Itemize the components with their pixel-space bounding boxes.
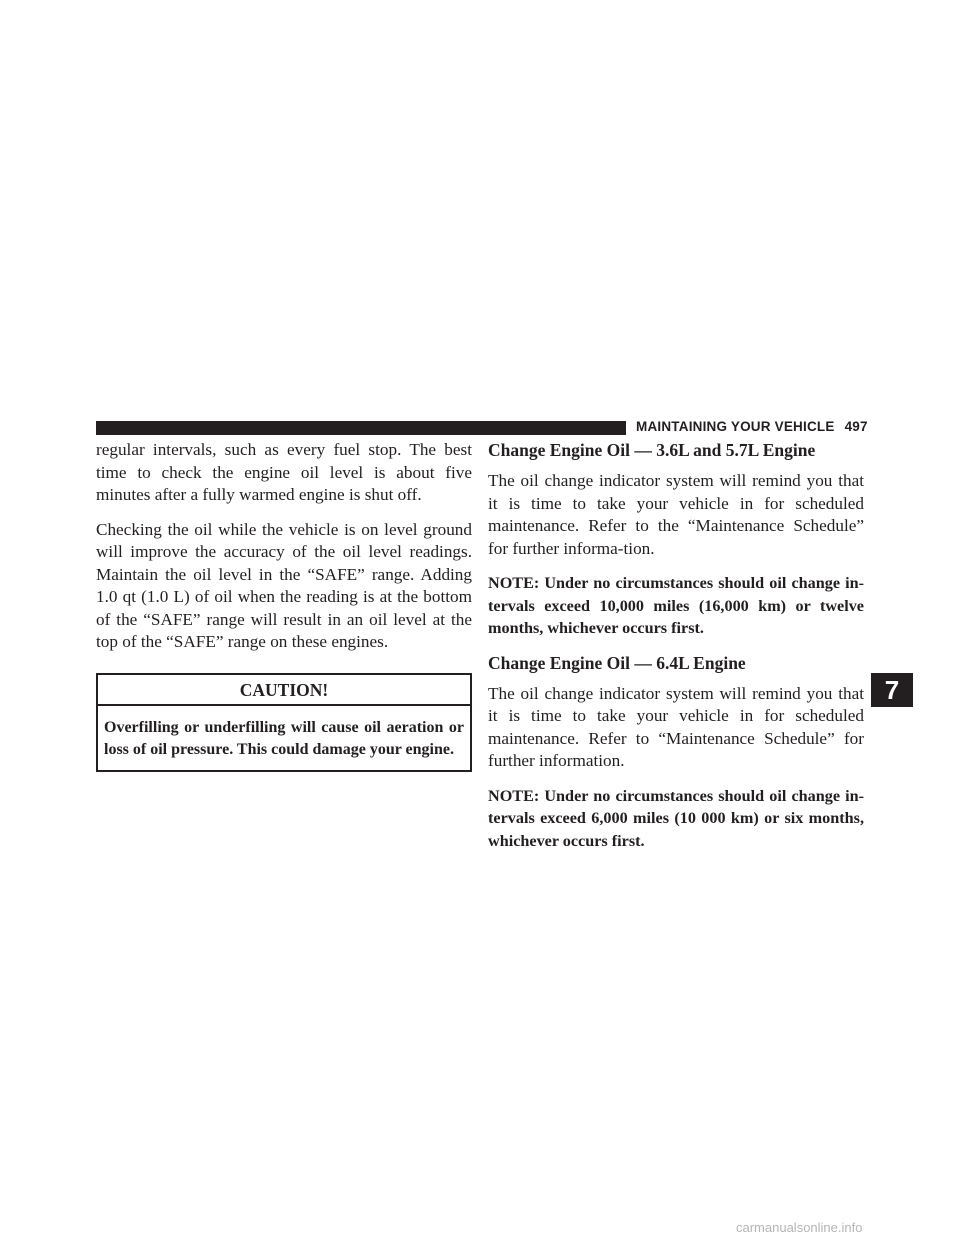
header-rule [96,421,626,435]
page-number: 497 [844,419,868,434]
caution-title: CAUTION! [98,675,470,706]
body-paragraph: The oil change indicator system will remind you that it is time to take your vehicle in for scheduled maintenance. Refer to “Maintenance Schedule” for further information. [488,683,864,770]
section-heading: Change Engine Oil — 6.4L Engine [488,652,746,673]
note-paragraph: NOTE: Under no circumstances should oil change in-tervals exceed 6,000 miles (10 000 km) or six months, whichever occurs first. [488,786,864,850]
section-heading: Change Engine Oil — 3.6L and 5.7L Engine [488,440,816,460]
caution-body: Overfilling or underfilling will cause oil aeration or loss of oil pressure. This could damage your engine. [104,718,464,758]
body-paragraph: regular intervals, such as every fuel stop. The best time to check the engine oil level is about five minutes after a fully warmed engine is shut off. [96,440,472,504]
section-title: MAINTAINING YOUR VEHICLE [636,419,835,434]
running-header [636,419,868,434]
left-column [96,439,472,772]
caution-box [96,673,472,772]
body-paragraph: The oil change indicator system will remind you that it is time to take your vehicle in for scheduled maintenance. Refer to the “Maintenance Schedule” for further informa-tion. [488,471,864,558]
right-column [488,439,864,864]
chapter-tab: 7 [871,673,913,707]
body-paragraph: Checking the oil while the vehicle is on level ground will improve the accuracy of the oil level readings. Maintain the oil level in the “SAFE” range. Adding 1.0 qt (1.0 L) of oil when the reading is at the bottom of the “SAFE” range will result in an oil level at the top of the “SAFE” range on these engines. [96,519,472,651]
watermark-text: carmanualsonline.info [736,1220,863,1235]
note-paragraph: NOTE: Under no circumstances should oil change in-tervals exceed 10,000 miles (16,000 km) or twelve months, whichever occurs first. [488,574,864,637]
